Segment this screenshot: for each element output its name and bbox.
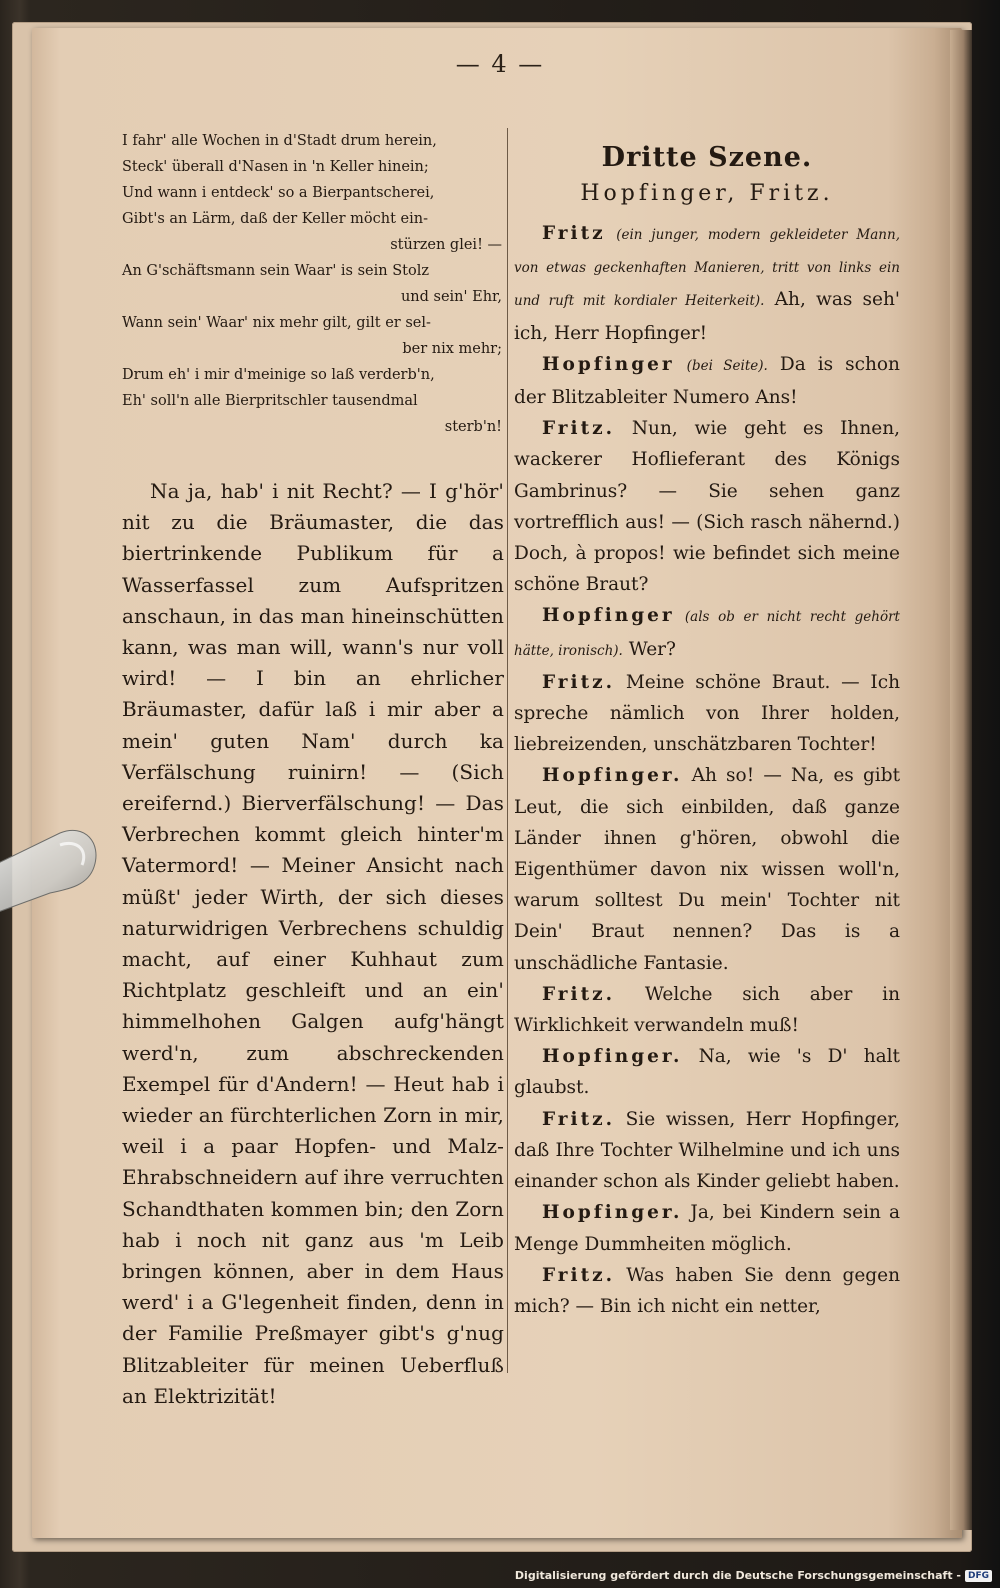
speaker-name: Fritz.	[542, 671, 616, 693]
dialogue-paragraph	[514, 218, 900, 349]
monologue-paragraph: Na ja, hab' i nit Recht? — I g'hör' nit zu die Bräumaster, die das biertrinkende Publikum für a Wasserfassel zum Aufspritzen anschaun, in das man hineinschütten kann, was man will, wann's nur voll wird! — I bin an ehrlicher Bräumaster, dafür laß i mir aber a mein' guten Nam' durch ka Verfälschung ruinirn! — (Sich ereifernd.) Bierverfälschung! — Das Verbrechen kommt gleich hinter'm Vatermord! — Meiner Ansicht nach müßt' jeder Wirth, der sich dieses naturwidrigen Verbrechens schuldig macht, auf einer Kuhhaut zum Richtplatz geschleift und an ein' himmelhohen Galgen aufg'hängt werd'n, zum abschreckenden Exempel für d'Andern! — Heut hab i wieder an fürchterlichen Zorn in mir, weil i a paar Hopfen- und Malz-Ehrabschneidern auf ihre verruchten Schandthaten kommen bin; den Zorn hab i noch nit ganz aus 'm Leib bringen können, aber in dem Haus werd' i a G'legenheit finden, denn in der Familie Preßmayer gibt's g'nug Blitzableiter für meinen Ueberfluß an Elektrizität!	[122, 479, 504, 1408]
dialogue-paragraph	[514, 667, 900, 761]
verse-line: stürzen glei! —	[390, 237, 502, 253]
stage-direction: (ein junger, modern gekleideter Mann, von etwas geckenhaften Manieren, tritt von links ein und ruft mit kordialer Heiterkeit).	[514, 227, 900, 310]
speaker-name: Fritz.	[542, 1108, 616, 1130]
dialogue-text: Da is schon der Blitzableiter Numero Ans!	[514, 353, 900, 409]
scene-title: Dritte Szene.	[601, 142, 813, 173]
verse-line: ber nix mehr;	[402, 341, 502, 357]
speaker-name: Fritz	[542, 223, 606, 244]
speaker-name: Hopfinger	[542, 353, 675, 375]
dialogue	[514, 218, 900, 1322]
stage-direction: (bei Seite).	[686, 357, 768, 374]
speaker-name: Fritz.	[542, 983, 616, 1005]
verse-block	[122, 128, 504, 440]
dialogue-text: Nun, wie geht es Ihnen, wackerer Hoflieferant des Königs Gambrinus? — Sie sehen ganz vortrefflich aus! — (Sich rasch nähernd.) Doch, à propos! wie befindet sich meine schöne Braut?	[514, 418, 900, 596]
dialogue-paragraph	[514, 349, 900, 413]
dialogue-text: Meine schöne Braut. — Ich spreche nämlich von Ihrer holden, liebreizenden, unschätzbaren Tochter!	[514, 671, 900, 756]
footer-text: Digitalisierung gefördert durch die Deutsche Forschungsgemeinschaft -	[514, 1569, 961, 1582]
verse-line: I fahr' alle Wochen in d'Stadt drum herein,	[122, 133, 437, 149]
speaker-name: Hopfinger.	[542, 1202, 683, 1224]
verse-line: An G'schäftsmann sein Waar' is sein Stolz	[122, 263, 429, 279]
verse-line: und sein' Ehr,	[400, 289, 502, 305]
dialogue-text: Welche sich aber in Wirklichkeit verwandeln muß!	[514, 983, 900, 1037]
column-divider	[507, 128, 508, 1373]
verse-line: Und wann i entdeck' so a Bierpantscherei,	[122, 185, 435, 201]
dialogue-paragraph	[514, 413, 900, 600]
dialogue-text: Ah so! — Na, es gibt Leut, die sich einbilden, daß ganze Länder ihnen g'hören, obwohl die Eigenthümer davon nix wissen woll'n, warum solltest Du mein' Tochter nit Dein' Braut nennen? Das is a unschädliche Fantasie.	[514, 765, 900, 974]
dialogue-text: Sie wissen, Herr Hopfinger, daß Ihre Tochter Wilhelmine und ich uns einander schon als Kinder geliebt haben.	[514, 1108, 900, 1193]
page-edge-shadow	[950, 30, 972, 1530]
verse-line: Drum eh' i mir d'meinige so laß verderb'n,	[122, 367, 435, 383]
dfg-logo: DFG	[965, 1570, 992, 1582]
dialogue-paragraph	[514, 600, 900, 666]
dialogue-text: Ah, was seh' ich, Herr Hopfinger!	[514, 289, 900, 344]
verse-line: sterb'n!	[444, 419, 502, 435]
footer-credit	[515, 1569, 992, 1582]
dialogue-paragraph	[514, 1104, 900, 1198]
verse-line: Eh' soll'n alle Bierpritschler tausendmal	[122, 393, 418, 409]
dialogue-paragraph	[514, 979, 900, 1041]
page-number: — 4 —	[455, 50, 545, 78]
dialogue-text: Ja, bei Kindern sein a Menge Dummheiten möglich.	[514, 1202, 900, 1255]
verse-line: Wann sein' Waar' nix mehr gilt, gilt er sel-	[122, 315, 431, 331]
dialogue-text: Na, wie 's D' halt glaubst.	[514, 1046, 900, 1099]
speaker-name: Fritz.	[542, 418, 616, 440]
stage-direction: (als ob er nicht recht gehört hätte, ironisch).	[514, 609, 900, 659]
right-column	[514, 128, 900, 1322]
speaker-name: Fritz.	[542, 1264, 616, 1286]
dialogue-text: Wer?	[622, 638, 676, 660]
speaker-name: Hopfinger.	[542, 1046, 683, 1068]
speaker-name: Hopfinger	[542, 605, 675, 627]
dialogue-paragraph	[514, 1041, 900, 1103]
speaker-name: Hopfinger.	[542, 765, 683, 787]
left-column	[122, 128, 504, 1412]
dialogue-paragraph	[514, 1197, 900, 1259]
dialogue-paragraph	[514, 760, 900, 978]
verse-line: Steck' überall d'Nasen in 'n Keller hinein;	[122, 159, 429, 175]
verse-line: Gibt's an Lärm, daß der Keller möcht ein-	[122, 211, 429, 227]
dialogue-text: Was haben Sie denn gegen mich? — Bin ich nicht ein netter,	[514, 1264, 900, 1317]
dialogue-paragraph	[514, 1260, 900, 1322]
glass-clip-icon	[0, 815, 120, 925]
scene-cast: Hopfinger, Fritz.	[580, 181, 834, 206]
